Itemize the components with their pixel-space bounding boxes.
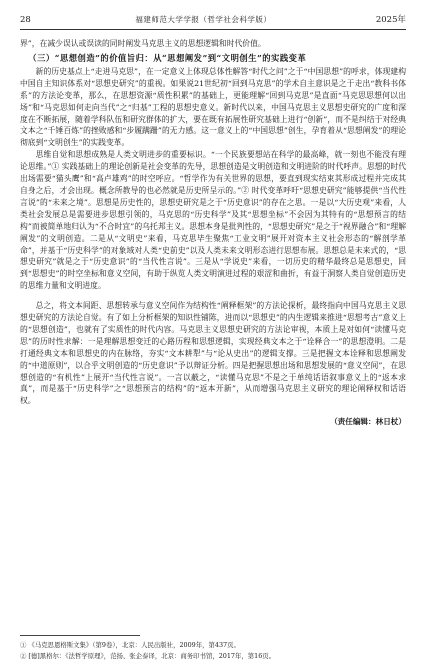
footnote: ① 《马克思恩格斯文集》（第9卷），北京：人民出版社，2009年，第437页。 — [20, 641, 240, 649]
page-header — [20, 14, 406, 26]
paragraph-gap — [20, 292, 406, 300]
paragraph: 总之，将文本间距、思想转承与意义空间作为结构性“阐释框架”的方法论探析，最终指向中国马克思主义思想史研究的方法论自觉。有了如上分析框架的知识性铺陈，进而以“思想史”的内生逻辑来推进“思想考古”意义上的“思想创造”，也就有了实质性的时代内容。马克思主义思想史研究的方法论审视，本质上是对如何“读懂马克思”的历时性求解：一是理解思想变迁的心路历程和思想逻辑，实现经典文本之于“诠释合一”的思想澄明。二是打通经典文本和思想史的内在脉络，夯实“文本耕犁”与“论从史出”的逻辑支撑。三是把握文本诠释和思想阐发的“中道原则”，以合乎文明创造的“历史意识”予以辩证分析。四是把握思想出场和思想发展的“意义空间”，在思想创造的“有机性”上展开“当代性言说”。一言以蔽之，“读懂马克思”不是之于单纯话语叙事意义上的“返本求真”，而是基于“历史科学”之“思想预言的结构”的“返本开新”，从而增强马克思主义研究的理论阐释权和话语权。 — [20, 301, 406, 406]
editor-note: （责任编辑：林日杖） — [330, 417, 406, 427]
footnotes — [20, 640, 406, 662]
paragraph: 思维自觉和思想成熟是人类文明进步的重要标识。“一个民族要想站在科学的最高峰，就一刻也不能没有理论思维。”① 实践基础上的理论创新是社会变革的先导，思想创造是文明创造和文明进阶的时代呼声。思想的时代出场需要“猫头鹰”和“高卢雄鸡”的时空呼应。“哲学作为有关世界的思想，要直到现实结束其形成过程并完成其自身之后，才会出现。概念所教导的也必然就是历史所呈示的。”② 时代变革呼吁“思想史研究”能够提供“当代性言说”的“未来之境”。思想是历史性的，思想史研究是之于“历史意识”的存在之思。一是以“大历史观”来看，人类社会发展总是需要进步思想引领的，马克思的“历史科学”及其“思想坐标”不会因为其特有的“思想预言的结构”而被简单地归认为“不合时宜”的乌托邦主义。思想本身是批判性的，“思想史研究”是之于“视界融合”和“理解阐发”的文明创造。二是从“文明史”来看，马克思毕生聚焦“工业文明”展开对资本主义社会形态的“解剖学革命”，并基于“历史科学”的对象域对人类“史前史”以及人类未来文明形态进行思想布展。思想总是未来式的，“思想史研究”就是之于“历史意识”的“当代性言说”。三是从“学说史”来看，一切历史的精华最终总是思想史，回到“思想史”的时空坐标和意义空间，有助于纵览人类文明演进过程的艰涩和曲折，有益于洞察人类自觉创造历史的思维力量和文明进度。 — [20, 150, 406, 291]
footnote: ② [德]黑格尔：《法哲学原理》，范扬、张企泰译，北京：商务印书馆，2017年，第16页。 — [20, 652, 276, 660]
paragraph-continuation: 界”，在减少误认或误读的同时阐发马克思主义的思想逻辑和时代价值。 — [20, 39, 266, 48]
issue-year: 2025年 — [375, 15, 406, 25]
header-rule — [20, 29, 406, 30]
page-number: 28 — [20, 15, 31, 25]
footnote-rule — [20, 635, 140, 636]
paragraph: 新的历史基点上“走进马克思”，在一定意义上体现总体性解答“时代之问”之于“中国思想”的呼求，体现建构中国自主知识体系对“思想史研究”的重视。如果说21世纪初“回到马克思”的学术自主意识是之于走出“教科书体系”的方法论变革，那么，在思想资源“质性积累”的基础上，更能理解“回到马克思”是直面“马克思思想何以出场”和“马克思如何走向当代”之“归基”工程的思想史意义。新时代以来，中国马克思主义思想史研究的广度和深度在不断拓展，随着学科队伍和研究群体的扩大，要在既有拓展性研究基础上进行“创新”，而不是纠结于对经典文本之“千锤百炼”的挫败感和“步履蹒跚”的无力感。这一意义上的“中国思想”创生，孕育着从“思想阐发”的理论彻底到“文明创生”的实践变革。 — [20, 66, 406, 148]
section-heading: （三）“思想创造”的价值旨归：从“思想阐发”到“文明创生”的实践变革 — [28, 52, 307, 63]
journal-title: 福建师范大学学报（哲学社会科学版） — [135, 15, 272, 24]
